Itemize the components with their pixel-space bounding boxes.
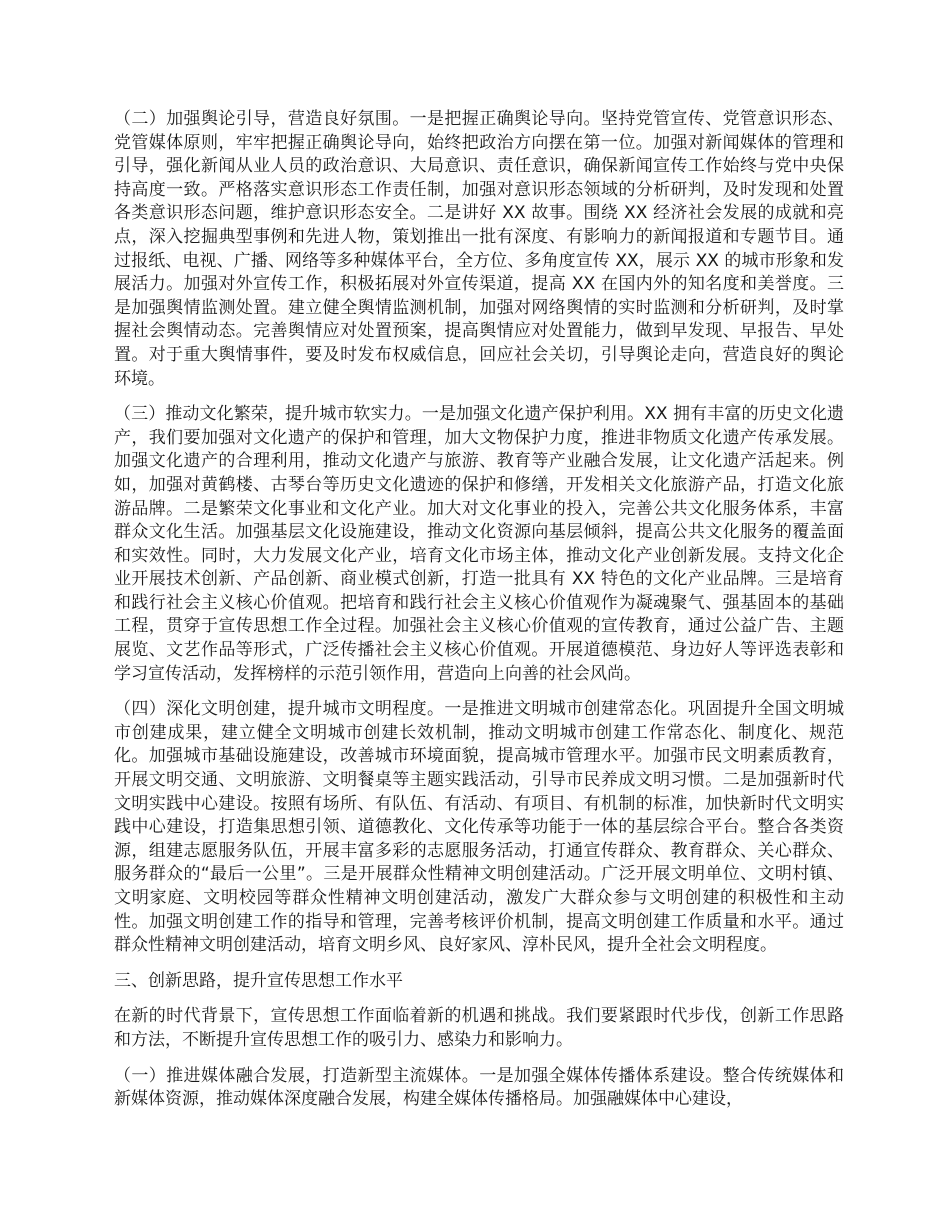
document-page [114, 108, 844, 1124]
paragraph-culture: （三）推动文化繁荣，提升城市软实力。一是加强文化遗产保护利用。XX 拥有丰富的历史文化遗产，我们要加强对文化遗产的保护和管理，加大文物保护力度，推进非物质文化遗产传承发展。加强文化遗产的合理利用，推动文化遗产与旅游、教育等产业融合发展，让文化遗产活起来。例如，加强对黄鹤楼、古琴台等历史文化遗迹的保护和修缮，开发相关文化旅游产品，打造文化旅游品牌。二是繁荣文化事业和文化产业。加大对文化事业的投入，完善公共文化服务体系，丰富群众文化生活。加强基层文化设施建设，推动文化资源向基层倾斜，提高公共文化服务的覆盖面和实效性。同时，大力发展文化产业，培育文化市场主体，推动文化产业创新发展。支持文化企业开展技术创新、产品创新、商业模式创新，打造一批具有 XX 特色的文化产业品牌。三是培育和践行社会主义核心价值观。把培育和践行社会主义核心价值观作为凝魂聚气、强基固本的基础工程，贯穿于宣传思想工作全过程。加强社会主义核心价值观的宣传教育，通过公益广告、主题展览、文艺作品等形式，广泛传播社会主义核心价值观。开展道德模范、身边好人等评选表彰和学习宣传活动，发挥榜样的示范引领作用，营造向上向善的社会风尚。 [114, 404, 844, 684]
section-heading: 三、创新思路，提升宣传思想工作水平 [114, 970, 403, 991]
paragraph-civilization: （四）深化文明创建，提升城市文明程度。一是推进文明城市创建常态化。巩固提升全国文明城市创建成果，建立健全文明城市创建长效机制，推动文明城市创建工作常态化、制度化、规范化。加强城市基础设施建设，改善城市环境面貌，提高城市管理水平。加强市民文明素质教育，开展文明交通、文明旅游、文明餐桌等主题实践活动，引导市民养成文明习惯。二是加强新时代文明实践中心建设。按照有场所、有队伍、有活动、有项目、有机制的标准，加快新时代文明实践中心建设，打造集思想引领、道德教化、文化传承等功能于一体的基层综合平台。整合各类资源，组建志愿服务队伍，开展丰富多彩的志愿服务活动，打通宣传群众、教育群众、关心群众、服务群众的“最后一公里”。三是开展群众性精神文明创建活动。广泛开展文明单位、文明村镇、文明家庭、文明校园等群众性精神文明创建活动，激发广大群众参与文明创建的积极性和主动性。加强文明创建工作的指导和管理，完善考核评价机制，提高文明创建工作质量和水平。通过群众性精神文明创建活动，培育文明乡风、良好家风、淳朴民风，提升全社会文明程度。 [114, 699, 844, 956]
paragraph-media-fusion: （一）推进媒体融合发展，打造新型主流媒体。一是加强全媒体传播体系建设。整合传统媒体和新媒体资源，推动媒体深度融合发展，构建全媒体传播格局。加强融媒体中心建设， [114, 1065, 844, 1110]
paragraph-intro: 在新的时代背景下，宣传思想工作面临着新的机遇和挑战。我们要紧跟时代步伐，创新工作思路和方法，不断提升宣传思想工作的吸引力、感染力和影响力。 [114, 1006, 844, 1050]
paragraph-public-opinion: （二）加强舆论引导，营造良好氛围。一是把握正确舆论导向。坚持党管宣传、党管意识形态、党管媒体原则，牢牢把握正确舆论导向，始终把政治方向摆在第一位。加强对新闻媒体的管理和引导，强化新闻从业人员的政治意识、大局意识、责任意识，确保新闻宣传工作始终与党中央保持高度一致。严格落实意识形态工作责任制，加强对意识形态领域的分析研判，及时发现和处置各类意识形态问题，维护意识形态安全。二是讲好 XX 故事。围绕 XX 经济社会发展的成就和亮点，深入挖掘典型事例和先进人物，策划推出一批有深度、有影响力的新闻报道和专题节目。通过报纸、电视、广播、网络等多种媒体平台，全方位、多角度宣传 XX，展示 XX 的城市形象和发展活力。加强对外宣传工作，积极拓展对外宣传渠道，提高 XX 在国内外的知名度和美誉度。三是加强舆情监测处置。建立健全舆情监测机制，加强对网络舆情的实时监测和分析研判，及时掌握社会舆情动态。完善舆情应对处置预案，提高舆情应对处置能力，做到早发现、早报告、早处置。对于重大舆情事件，要及时发布权威信息，回应社会关切，引导舆论走向，营造良好的舆论环境。 [114, 109, 844, 389]
